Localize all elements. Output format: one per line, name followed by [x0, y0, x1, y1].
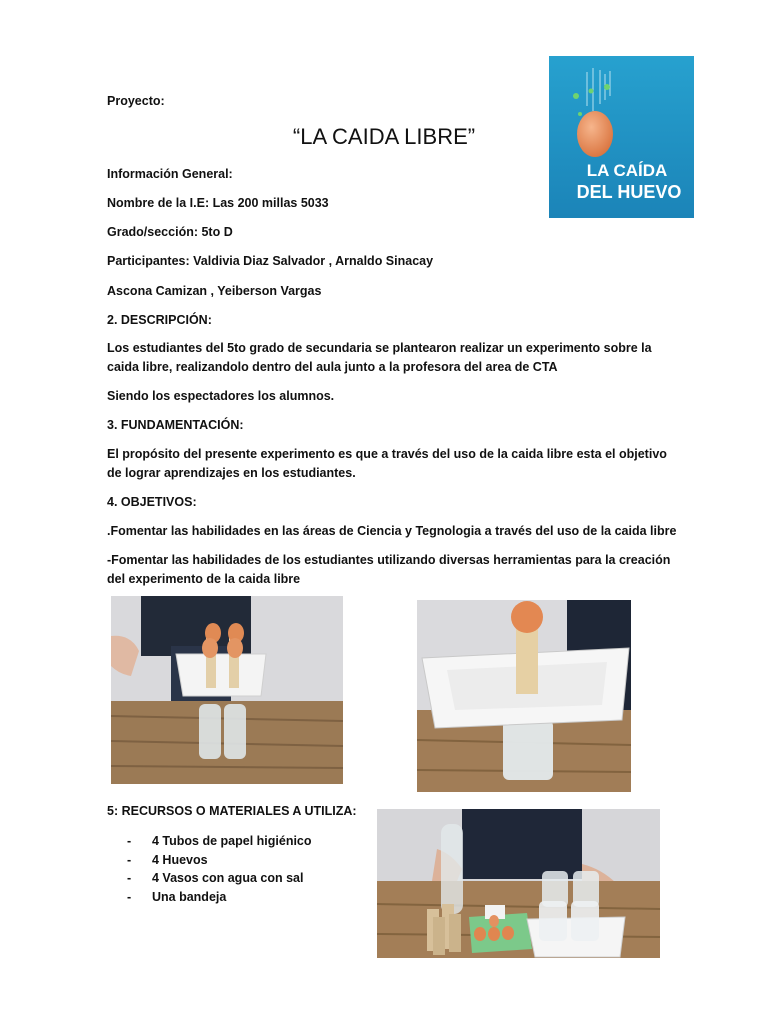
materials-list [127, 832, 312, 906]
grado-seccion: Grado/sección: 5to D [107, 225, 233, 239]
descripcion-line: Siendo los espectadores los alumnos. [107, 389, 335, 403]
nombre-ie: Nombre de la I.E: Las 200 millas 5033 [107, 196, 329, 210]
descripcion-line: caida libre, realizandolo dentro del aula junto a la profesora del area de CTA [107, 360, 558, 374]
recursos-heading: 5: RECURSOS O MATERIALES A UTILIZA: [107, 804, 357, 818]
objetivo-2-continued: del experimento de la caida libre [107, 572, 301, 586]
logo-line2: DEL HUEVO [576, 182, 682, 202]
fundamentacion-line: de lograr aprendizajes en los estudiantes. [107, 466, 356, 480]
material-item: - 4 Tubos de papel higiénico [127, 832, 312, 851]
document-title: “LA CAIDA LIBRE” [292, 124, 476, 149]
objetivo-2: -Fomentar las habilidades de los estudiantes utilizando diversas herramientas para la creación [107, 553, 671, 567]
material-item: - Una bandeja [127, 888, 312, 907]
materials-photo [377, 809, 660, 958]
info-general-heading: Información General: [107, 167, 233, 181]
descripcion-line: Los estudiantes del 5to grado de secundaria se plantearon realizar un experimento sobre la [107, 341, 652, 355]
experiment-photo-1 [111, 596, 343, 784]
descripcion-heading: 2. DESCRIPCIÓN: [107, 313, 212, 327]
objetivo-1: .Fomentar las habilidades en las áreas de Ciencia y Tegnologia a través del uso de la caida libre [107, 524, 677, 538]
proyecto-label: Proyecto: [107, 94, 165, 108]
material-item: - 4 Huevos [127, 851, 312, 870]
participantes: Participantes: Valdivia Diaz Salvador , Arnaldo Sinacay [107, 254, 434, 268]
fundamentacion-line: El propósito del presente experimento es que a través del uso de la caida libre esta el objetivo [107, 447, 667, 461]
objetivos-heading: 4. OBJETIVOS: [107, 495, 197, 509]
experiment-photo-2 [417, 600, 631, 792]
participantes-continued: Ascona Camizan , Yeiberson Vargas [107, 284, 322, 298]
material-item: - 4 Vasos con agua con sal [127, 869, 312, 888]
logo-line1: LA CAÍDA [586, 161, 668, 180]
fundamentacion-heading: 3. FUNDAMENTACIÓN: [107, 418, 244, 432]
